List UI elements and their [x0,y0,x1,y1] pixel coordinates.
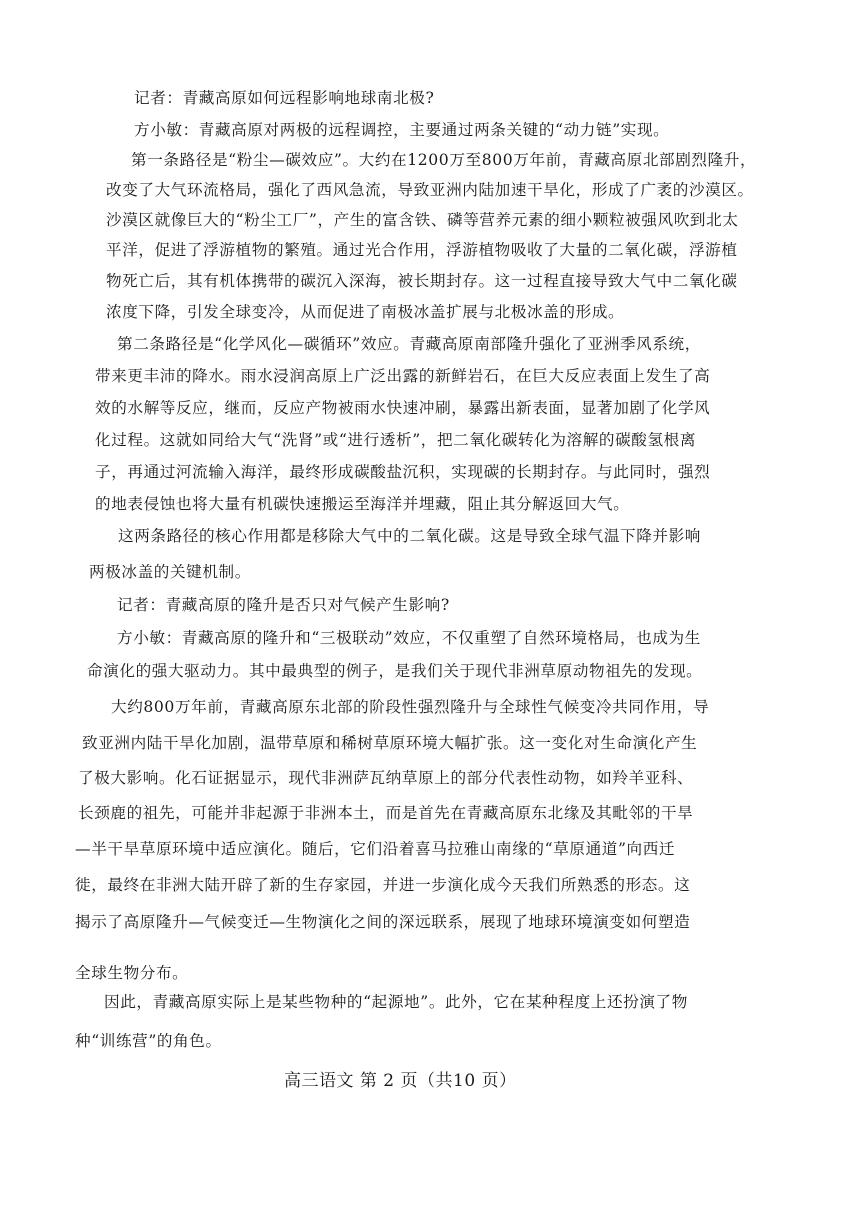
text-line-5: 沙漠区就像巨大的“粉尘工厂”，产生的富含铁、磷等营养元素的细小颗粒被强风吹到北太 [106,211,739,229]
text-line-10: 带来更丰沛的降水。雨水浸润高原上广泛出露的新鲜岩石，在巨大反应表面上发生了高 [95,367,711,385]
page-footer: 高三语文 第 2 页（共10 页） [284,1071,517,1091]
text-line-25: 徙，最终在非洲大陆开辟了新的生存家园，并进一步演化成今天我们所熟悉的形态。这 [75,876,691,894]
text-line-26: 揭示了高原隆升—气候变迁—生物演化之间的深远联系，展现了地球环境演变如何塑造 [75,913,691,931]
text-line-22: 了极大影响。化石证据显示，现代非洲萨瓦纳草原上的部分代表性动物，如羚羊亚科、 [78,769,694,787]
text-line-19: 命演化的强大驱动力。其中最典型的例子，是我们关于现代非洲草原动物祖先的发现。 [87,662,703,680]
text-line-29: 种“训练营”的角色。 [75,1032,222,1050]
text-line-15: 这两条路径的核心作用都是移除大气中的二氧化碳。这是导致全球气温下降并影响 [118,527,701,545]
text-line-28: 因此，青藏高原实际上是某些物种的“起源地”。此外，它在某种程度上还扮演了物 [104,993,688,1011]
text-line-24: —半干旱草原环境中适应演化。随后，它们沿着喜马拉雅山南缘的“草原通道”向西迁 [75,840,676,858]
text-line-18: 方小敏：青藏高原的隆升和“三极联动”效应，不仅重塑了自然环境格局，也成为生 [117,629,701,647]
text-line-7: 物死亡后，其有机体携带的碳沉入深海，被长期封存。这一过程直接导致大气中二氧化碳 [106,272,738,290]
text-line-21: 致亚洲内陆干旱化加剧，温带草原和稀树草原环境大幅扩张。这一变化对生命演化产生 [82,734,698,752]
text-line-4: 改变了大气环流格局，强化了西风急流，导致亚洲内陆加速干旱化，形成了广袤的沙漠区。 [106,181,754,199]
text-line-6: 平洋，促进了浮游植物的繁殖。通过光合作用，浮游植物吸收了大量的二氧化碳，浮游植 [106,241,738,259]
text-line-23: 长颈鹿的祖先，可能并非起源于非洲本土，而是首先在青藏高原东北缘及其毗邻的干旱 [78,804,694,822]
text-line-17: 记者：青藏高原的隆升是否只对气候产生影响? [117,596,450,614]
text-line-9: 第二条路径是“化学风化—碳循环”效应。青藏高原南部隆升强化了亚洲季风系统， [117,335,701,353]
text-line-16: 两极冰盖的关键机制。 [89,563,251,581]
text-line-20: 大约800万年前，青藏高原东北部的阶段性强烈隆升与全球性气候变冷共同作用，导 [111,698,710,716]
text-line-3: 第一条路径是“粉尘—碳效应”。大约在1200万至800万年前，青藏高原北部剧烈隆升， [131,151,757,169]
text-line-27: 全球生物分布。 [75,964,189,982]
text-line-13: 子，再通过河流输入海洋，最终形成碳酸盐沉积，实现碳的长期封存。与此同时，强烈 [95,463,711,481]
text-line-1: 记者：青藏高原如何远程影响地球南北极? [134,89,435,107]
text-line-2: 方小敏：青藏高原对两极的远程调控，主要通过两条关键的“动力链”实现。 [134,121,670,139]
text-line-14: 的地表侵蚀也将大量有机碳快速搬运至海洋并埋藏，阻止其分解返回大气。 [95,495,630,513]
text-line-8: 浓度下降，引发全球变冷，从而促进了南极冰盖扩展与北极冰盖的形成。 [106,303,625,321]
text-line-11: 效的水解等反应，继而，反应产物被雨水快速冲刷，暴露出新表面，显著加剧了化学风 [95,399,711,417]
text-line-12: 化过程。这就如同给大气“洗肾”或“进行透析”，把二氧化碳转化为溶解的碳酸氢根离 [95,431,697,449]
